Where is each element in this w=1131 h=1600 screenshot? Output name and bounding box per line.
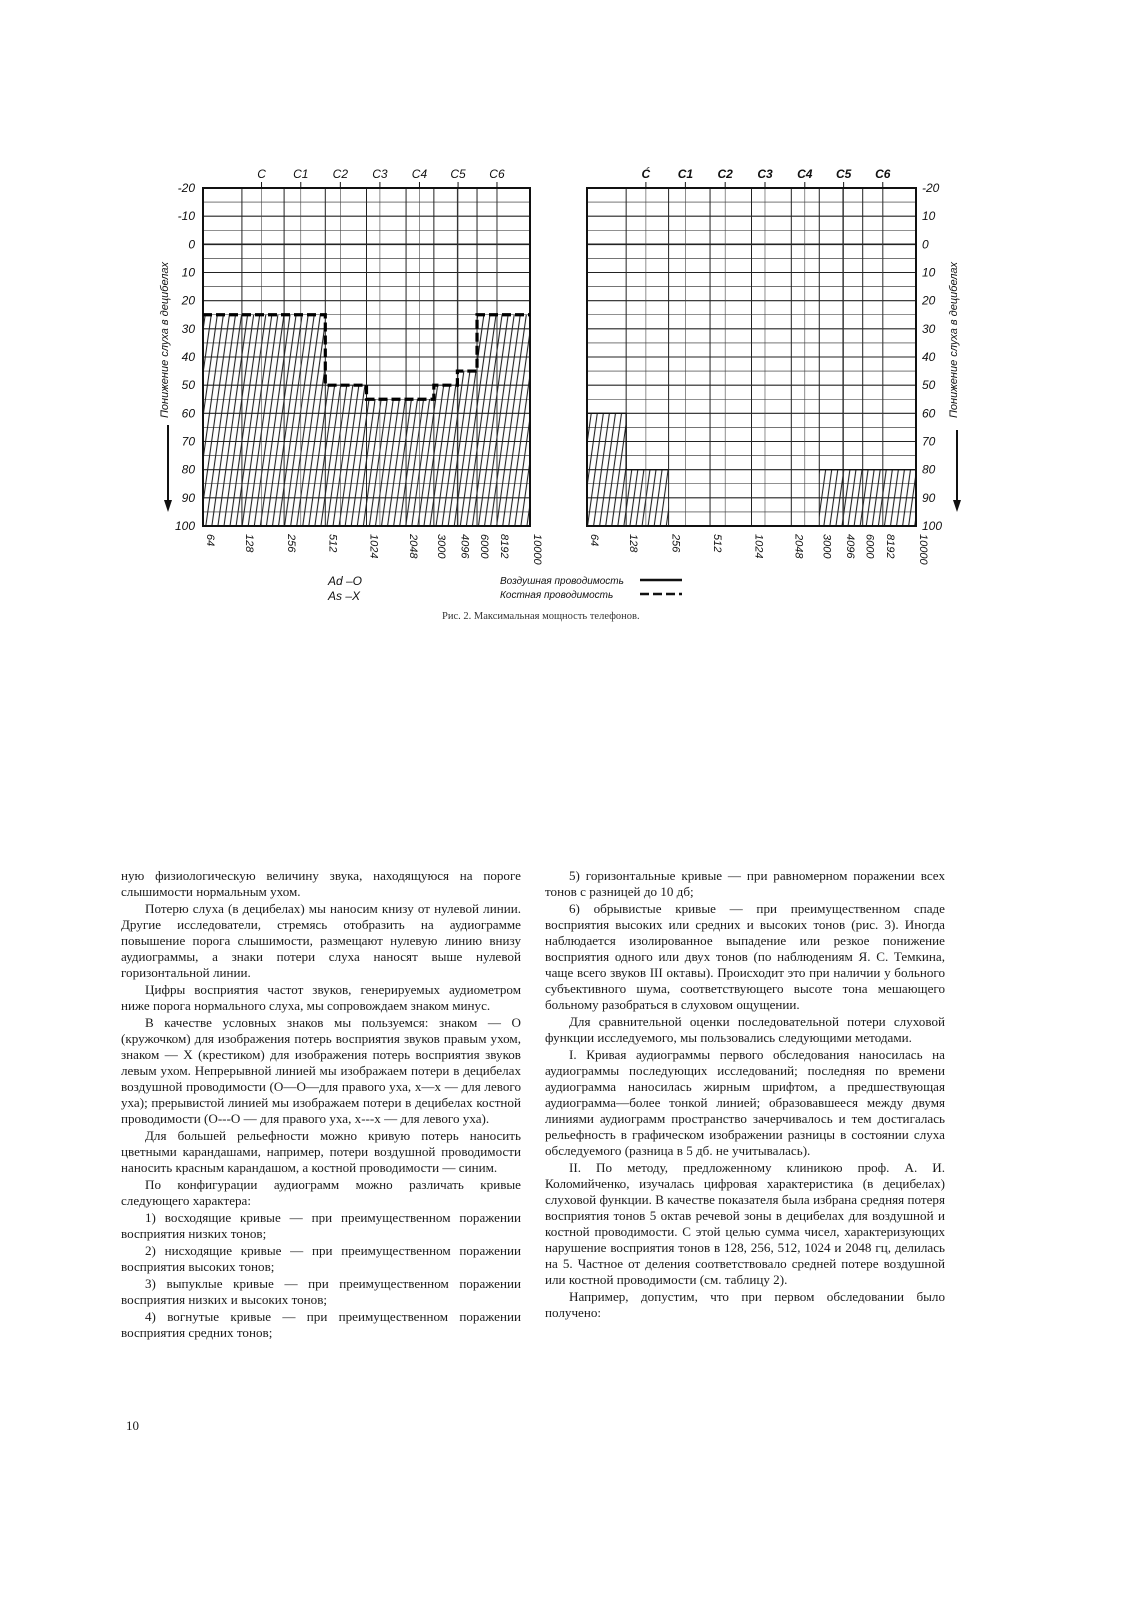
freq-tick-label: 256 [285,534,298,553]
db-tick-label: 0 [188,237,195,252]
freq-tick-label: 1024 [752,534,765,559]
db-tick-label: 60 [181,406,195,421]
db-tick-label: 40 [181,350,195,364]
db-tick-label: 80 [181,462,195,477]
octave-label: C [257,167,266,181]
freq-tick-label: 64 [204,534,216,547]
arrow-head [953,500,961,512]
freq-tick-label: 1024 [367,534,380,559]
loss-hatch-5 [477,315,530,526]
loss-hatch-0 [203,315,325,526]
octave-label: C5 [450,167,466,181]
freq-tick-label: 10000 [917,534,929,565]
freq-tick-label: 2048 [407,534,420,559]
legend [327,574,682,622]
db-tick-label: 40 [922,350,936,364]
octave-label: C6 [875,167,891,181]
freq-tick-label: 6000 [478,534,491,559]
paragraph: По конфигурации аудиограмм можно различать кривые следующего характера: [121,1177,521,1208]
db-tick-label: -20 [922,181,940,195]
octave-label: C4 [411,167,428,181]
freq-tick-label: 8192 [883,534,896,559]
paragraph: 5) горизонтальные кривые — при равномерном поражении всех тонов с разницей до 10 дб; [545,868,945,899]
y-axis-title: Понижение слуха в децибелах [159,261,171,419]
paragraph: II. По методу, предложенному клиникою проф. А. И. Коломийченко, изучалась цифровая характеристика (в децибелах) слуховой функции. В качестве показателя была избрана средняя потеря восприятия тонов 5 октав речевой зоны в децибелах для воздушной и костной проводимости. С этой целью сумма чисел, характеризующих нарушение восприятия тонов в 128, 256, 512, 1024 и 2048 гц, делилась на 5. Частное от деления соответствовало средней потере воздушной или костной проводимости (см. таблицу 2). [545,1160,945,1287]
freq-tick-label: 512 [326,534,339,553]
db-tick-label: 90 [181,490,195,505]
paragraph: Потерю слуха (в децибелах) мы наносим книзу от нулевой линии. Другие исследователи, стремясь отобразить на аудиограмме повышение порога слышимости, размещают нулевую линию внизу аудиограммы, а знаки потери слуха наносят выше нулевой горизонтальной линии. [121,901,521,980]
octave-label: C2 [717,167,733,181]
freq-tick-label: 4096 [843,534,856,559]
legend-as: As –X [328,589,361,603]
db-tick-label: 60 [922,406,936,421]
freq-tick-label: 64 [588,534,600,547]
db-tick-label: 10 [181,265,195,280]
freq-tick-label: 512 [711,534,724,553]
paragraph: ную физиологическую величину звука, находящуюся на пороге слышимости нормальным ухом. [121,868,521,899]
db-tick-label: 30 [181,321,195,336]
legend-air: Воздушная проводимость [500,576,624,587]
freq-tick-label: 128 [242,534,255,553]
paragraph: 3) выпуклые кривые — при преимущественном поражении восприятия низких и высоких тонов; [121,1276,521,1307]
legend-bone: Костная проводимость [500,590,614,601]
db-tick-label: 100 [922,519,943,533]
paragraph: I. Кривая аудиограммы первого обследования наносилась на аудиограммы последующих исследований; последняя по времени аудиограмма наносилась жирным шрифтом, а предшествующая аудиограмма—более тонкой линией; образовавшееся между двумя линиями аудиограмм пространство зачерчивалось и тем достигалась рельефность в графическом изображении разницы в состоянии слуха обследуемого (разница в 5 дб. не учитывалась). [545,1047,945,1158]
octave-label: C4 [797,167,813,181]
db-tick-label: -20 [177,181,195,195]
left-audiogram [159,167,543,565]
figure-caption: Рис. 2. Максимальная мощность телефонов. [442,611,640,622]
db-tick-label: 0 [922,237,929,252]
octave-label: Ć [641,167,651,181]
octave-label: C3 [372,167,388,181]
db-tick-label: 100 [174,519,195,533]
db-tick-label: 20 [181,293,195,308]
paragraph: 2) нисходящие кривые — при преимущественном поражении восприятия высоких тонов; [121,1243,521,1274]
db-tick-label: 20 [922,293,936,308]
audiogram-figure [0,0,1131,640]
freq-tick-label: 10000 [531,534,543,565]
freq-tick-label: 8192 [497,534,510,559]
db-tick-label: 70 [922,434,936,449]
db-tick-label: -10 [177,209,195,224]
octave-label: C6 [489,167,505,181]
legend-ad: Ad –O [328,574,363,588]
loss-hatch-2 [367,399,434,526]
paragraph: Цифры восприятия частот звуков, генерируемых аудиометром ниже порога нормального слуха, мы сопровождаем знаком минус. [121,982,521,1013]
db-tick-label: 50 [181,378,195,393]
db-tick-label: 30 [922,321,936,336]
octave-label: C2 [332,167,349,181]
paragraph: 6) обрывистые кривые — при преимущественном спаде восприятия высоких или средних и высоких тонов (рис. 3). Иногда наблюдается изолированное выпадение или резкое понижение восприятия одного или двух тонов (по наблюдениям Я. С. Темкина, чаще всего звуков III октавы). Происходит это при наличии у больного субъективного шума, соответствующего высоте тона мешающего больному разобраться в слуховом ощущении. [545,901,945,1012]
freq-tick-label: 3000 [820,534,833,559]
db-tick-label: 10 [922,209,936,224]
octave-label: C1 [293,167,309,181]
paragraph: В качестве условных знаков мы пользуемся: знаком — О (кружочком) для изображения потерь восприятия звуков правым ухом, знаком — X (крестиком) для изображения потерь восприятия звуков левым ухом. Непрерывной линией мы изображаем потери в децибелах воздушной проводимости (О—О—для правого уха, х—х — для левого уха); прерывистой линией мы изображаем потери в децибелах костной проводимости (О---О — для правого уха, х---х — для левого уха). [121,1015,521,1126]
paragraph: Для большей рельефности можно кривую потерь наносить цветными карандашами, например, потери воздушной проводимости наносить красным карандашом, а костной проводимости — синим. [121,1128,521,1175]
db-tick-label: 50 [922,378,936,393]
paragraph: 4) вогнутые кривые — при преимущественном поражении восприятия средних тонов; [121,1309,521,1340]
text-column-right [545,868,945,1322]
page-number: 10 [126,1418,139,1433]
db-tick-label: 90 [922,490,936,505]
freq-tick-label: 4096 [458,534,471,559]
db-tick-label: 10 [922,265,936,280]
octave-label: C3 [757,167,773,181]
octave-label: C5 [835,167,852,181]
loss-hatch-4 [457,371,477,526]
arrow-head [164,500,172,512]
text-column-left [121,868,521,1342]
freq-tick-label: 3000 [434,534,447,559]
freq-tick-label: 256 [669,534,682,553]
paragraph: Для сравнительной оценки последовательной потери слуховой функции исследуемого, мы пользовались следующими методами. [545,1014,945,1045]
db-tick-label: 80 [922,462,936,477]
freq-tick-label: 2048 [792,534,805,559]
octave-label: C1 [677,167,694,181]
right-audiogram [587,166,961,565]
freq-tick-label: 128 [627,534,640,553]
freq-tick-label: 6000 [863,534,876,559]
y-axis-title: Понижение слуха в децибелах [948,261,960,419]
db-tick-label: 70 [181,434,195,449]
paragraph: 1) восходящие кривые — при преимущественном поражении восприятия низких тонов; [121,1210,521,1241]
paragraph: Например, допустим, что при первом обследовании было получено: [545,1289,945,1320]
